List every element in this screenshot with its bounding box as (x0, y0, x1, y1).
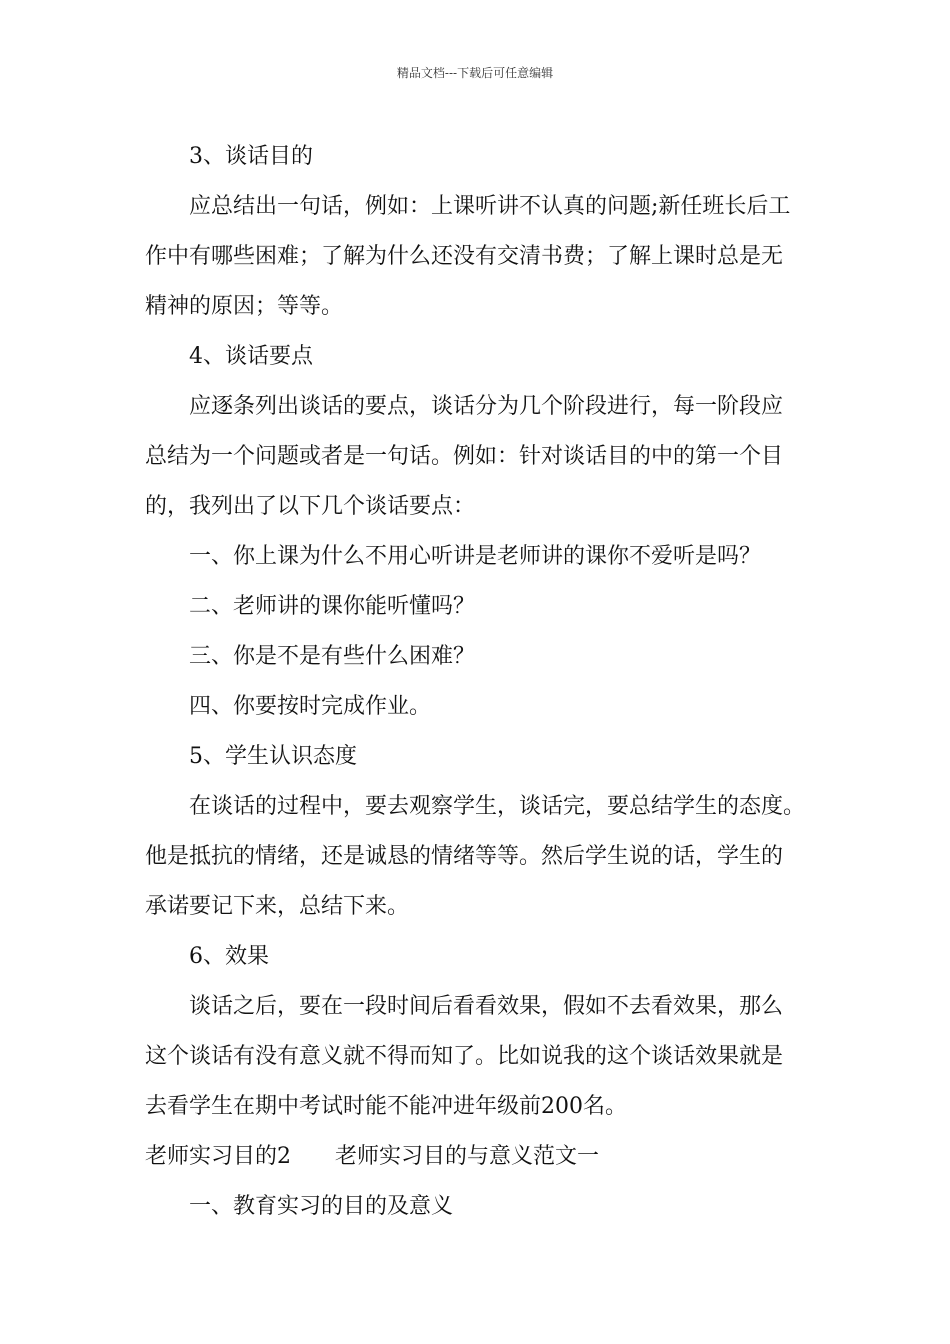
paragraph-line: 应总结出一句话，例如：上课听讲不认真的问题;新任班长后工 (189, 194, 791, 219)
paragraph-line: 3、谈话目的 (189, 144, 313, 169)
paragraph-line: 二、老师讲的课你能听懂吗？ (189, 594, 476, 619)
paragraph-line: 三、你是不是有些什么困难？ (189, 644, 476, 669)
paragraph-line: 他是抵抗的情绪，还是诚恳的情绪等等。然后学生说的话，学生的 (145, 844, 784, 869)
paragraph-line: 去看学生在期中考试时能不能冲进年级前200名。 (145, 1094, 627, 1119)
document-body (145, 132, 810, 1232)
paragraph-line: 这个谈话有没有意义就不得而知了。比如说我的这个谈话效果就是 (145, 1044, 784, 1069)
section-heading-right: 老师实习目的与意义范文一 (335, 1144, 600, 1169)
paragraph-line: 4、谈话要点 (189, 344, 313, 369)
paragraph-line: 精神的原因；等等。 (145, 294, 344, 319)
paragraph-line: 应逐条列出谈话的要点，谈话分为几个阶段进行，每一阶段应 (189, 394, 784, 419)
page-header: 精品文档---下载后可任意编辑 (396, 66, 554, 80)
paragraph-line: 谈话之后，要在一段时间后看看效果，假如不去看效果，那么 (189, 994, 784, 1019)
paragraph-line: 在谈话的过程中，要去观察学生，谈话完，要总结学生的态度。 (189, 794, 806, 819)
paragraph-line: 承诺要记下来，总结下来。 (145, 894, 410, 919)
paragraph-line: 一、你上课为什么不用心听讲是老师讲的课你不爱听是吗？ (189, 544, 762, 569)
section-heading-left: 老师实习目的2 (145, 1144, 291, 1169)
paragraph-line: 5、学生认识态度 (189, 744, 357, 769)
paragraph-line: 作中有哪些困难；了解为什么还没有交清书费；了解上课时总是无 (145, 244, 784, 269)
paragraph-line: 6、效果 (189, 944, 269, 969)
paragraph-line: 的，我列出了以下几个谈话要点： (145, 494, 476, 519)
section-heading (145, 1132, 810, 1182)
paragraph-line: 四、你要按时完成作业。 (189, 694, 432, 719)
paragraph-line: 一、教育实习的目的及意义 (189, 1194, 454, 1219)
paragraph-line: 总结为一个问题或者是一句话。例如：针对谈话目的中的第一个目 (145, 444, 784, 469)
